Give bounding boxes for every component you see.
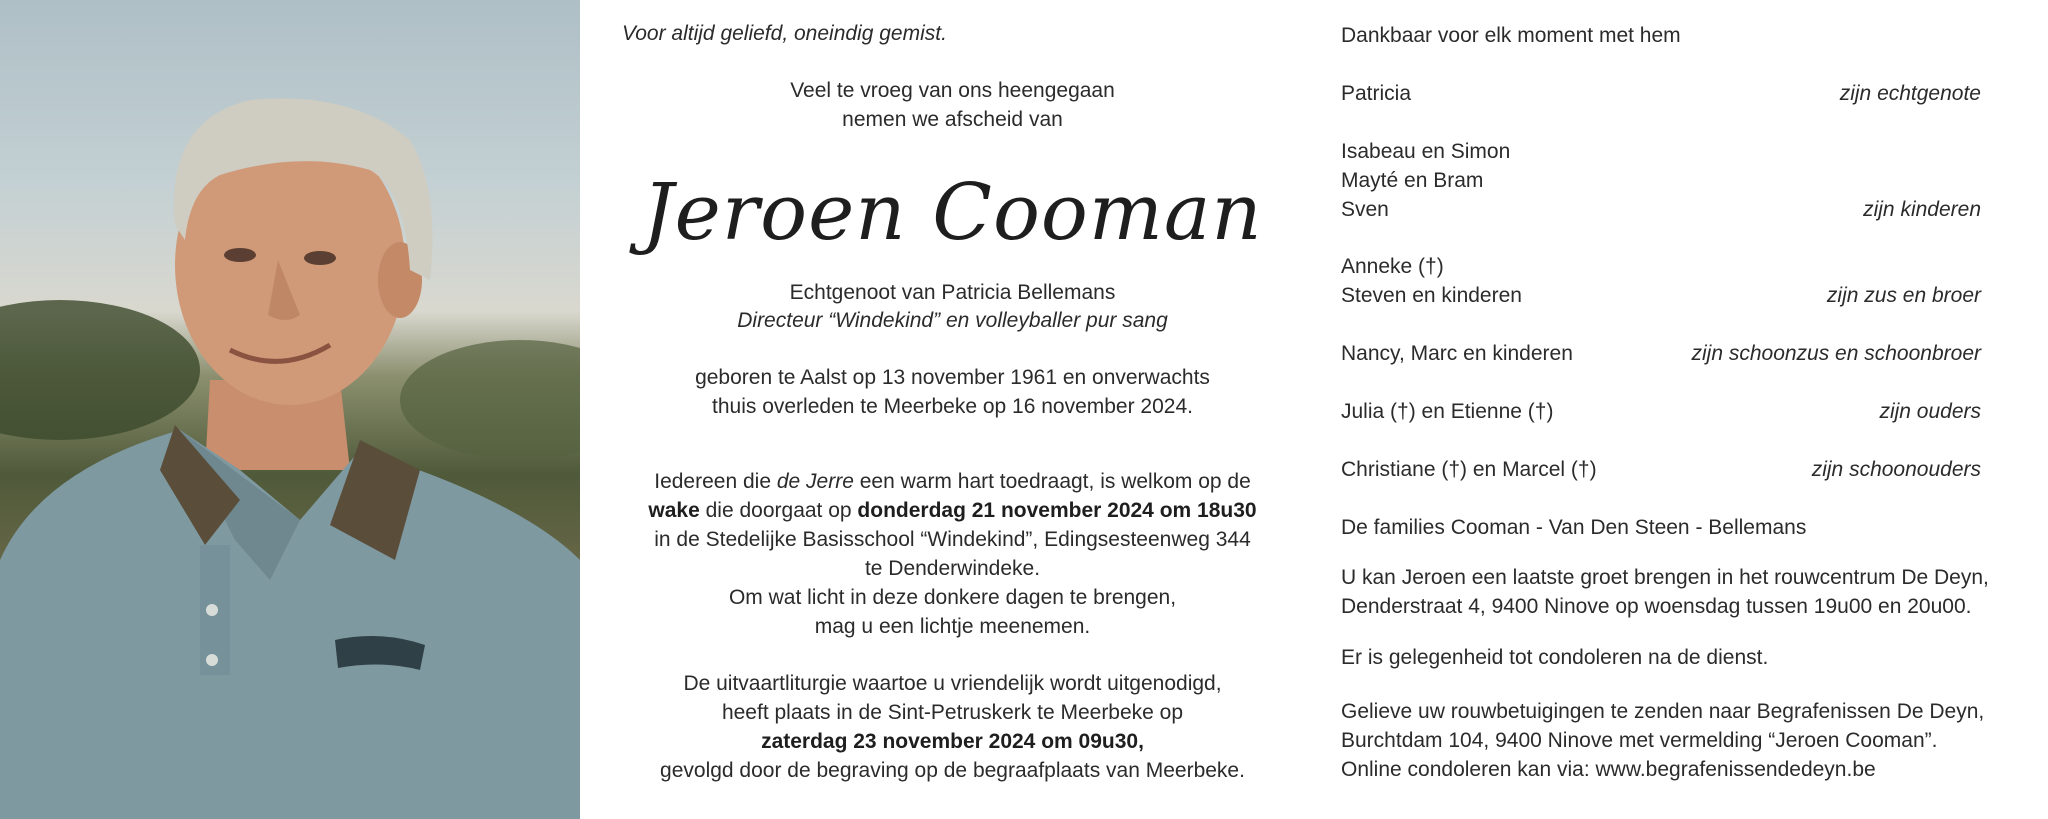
family-names: Julia (†) en Etienne (†)	[1341, 400, 1554, 423]
wake-text: Iedereen die	[654, 470, 777, 493]
send-line: Burchtdam 104, 9400 Ninove met vermelding “Jeroen Cooman”.	[1341, 729, 1938, 752]
family-names: Steven en kinderen	[1341, 284, 1522, 307]
motto: Voor altijd geliefd, oneindig gemist.	[622, 22, 947, 45]
wake-note: mag u een lichtje meenemen.	[814, 615, 1091, 638]
deceased-name	[600, 138, 1305, 288]
liturgy-datetime: zaterdag 23 november 2024 om 09u30,	[761, 730, 1144, 753]
death-line: thuis overleden te Meerbeke op 16 november 2024.	[712, 395, 1193, 418]
family-group	[1341, 79, 1981, 108]
family-names: Nancy, Marc en kinderen	[1341, 342, 1573, 365]
condole-after-line: Er is gelegenheid tot condoleren na de dienst.	[1341, 646, 1769, 669]
wake-line-1	[600, 467, 1305, 496]
deceased-name-text: Jeroen Cooman	[642, 168, 1263, 258]
visit-paragraph	[1341, 563, 2008, 621]
family-relation: zijn schoonzus en schoonbroer	[1691, 342, 1981, 365]
spouse-line: Echtgenoot van Patricia Bellemans	[789, 281, 1116, 304]
wake-label: wake	[648, 499, 700, 522]
family-relation: zijn echtgenote	[1839, 82, 1981, 105]
family-relation: zijn schoonouders	[1811, 458, 1981, 481]
thanks-line: Dankbaar voor elk moment met hem	[1341, 24, 1681, 47]
family-relation: zijn zus en broer	[1826, 284, 1981, 307]
send-paragraph	[1341, 697, 2008, 784]
family-names: Sven	[1341, 198, 1389, 221]
family-names: Patricia	[1341, 82, 1412, 105]
wake-note: Om wat licht in deze donkere dagen te brengen,	[728, 586, 1177, 609]
family-group	[1341, 137, 1981, 224]
family-names: Christiane (†) en Marcel (†)	[1341, 458, 1597, 481]
family-group	[1341, 339, 1981, 368]
announcement-column	[600, 0, 1305, 819]
online-condolence-line: Online condoleren kan via: www.begrafenissendedeyn.be	[1341, 758, 1876, 781]
send-line: Gelieve uw rouwbetuigingen te zenden naar Begrafenissen De Deyn,	[1341, 700, 1985, 723]
family-relation: zijn ouders	[1879, 400, 1981, 423]
family-relation: zijn kinderen	[1863, 198, 1981, 221]
role-line: Directeur “Windekind” en volleyballer pur sang	[737, 309, 1168, 332]
family-group	[1341, 397, 1981, 426]
family-column	[1341, 0, 2008, 819]
birth-death-text	[600, 363, 1305, 421]
intro-line: nemen we afscheid van	[842, 108, 1063, 131]
wake-text: die doorgaat op	[699, 499, 858, 522]
wake-town: te Denderwindeke.	[864, 557, 1041, 580]
wake-datetime: donderdag 21 november 2024 om 18u30	[857, 499, 1257, 522]
intro-line: Veel te vroeg van ons heengegaan	[790, 79, 1115, 102]
liturgy-line: heeft plaats in de Sint-Petruskerk te Meerbeke op	[721, 701, 1184, 724]
family-group	[1341, 252, 1981, 310]
wake-location: in de Stedelijke Basisschool “Windekind”, Edingsesteenweg 344	[654, 528, 1251, 551]
wake-text: een warm hart toedraagt, is welkom op de	[853, 470, 1251, 493]
families-line: De families Cooman - Van Den Steen - Bellemans	[1341, 516, 1807, 539]
wake-line-2	[600, 496, 1305, 525]
family-names: Anneke (†)	[1341, 255, 1444, 278]
wake-paragraph	[600, 467, 1305, 641]
nickname: de Jerre	[776, 470, 854, 493]
intro-text	[600, 76, 1305, 134]
family-group	[1341, 455, 1981, 484]
burial-line: gevolgd door de begraving op de begraafplaats van Meerbeke.	[660, 759, 1245, 782]
portrait-illustration	[0, 0, 580, 819]
portrait-photo	[0, 0, 580, 819]
visit-line: U kan Jeroen een laatste groet brengen in het rouwcentrum De Deyn,	[1341, 566, 1989, 589]
family-names: Isabeau en Simon	[1341, 140, 1511, 163]
visit-line: Denderstraat 4, 9400 Ninove op woensdag tussen 19u00 en 20u00.	[1341, 595, 1972, 618]
family-names: Mayté en Bram	[1341, 169, 1484, 192]
birth-line: geboren te Aalst op 13 november 1961 en onverwachts	[695, 366, 1210, 389]
liturgy-line: De uitvaartliturgie waartoe u vriendelijk wordt uitgenodigd,	[683, 672, 1222, 695]
liturgy-paragraph	[600, 669, 1305, 785]
